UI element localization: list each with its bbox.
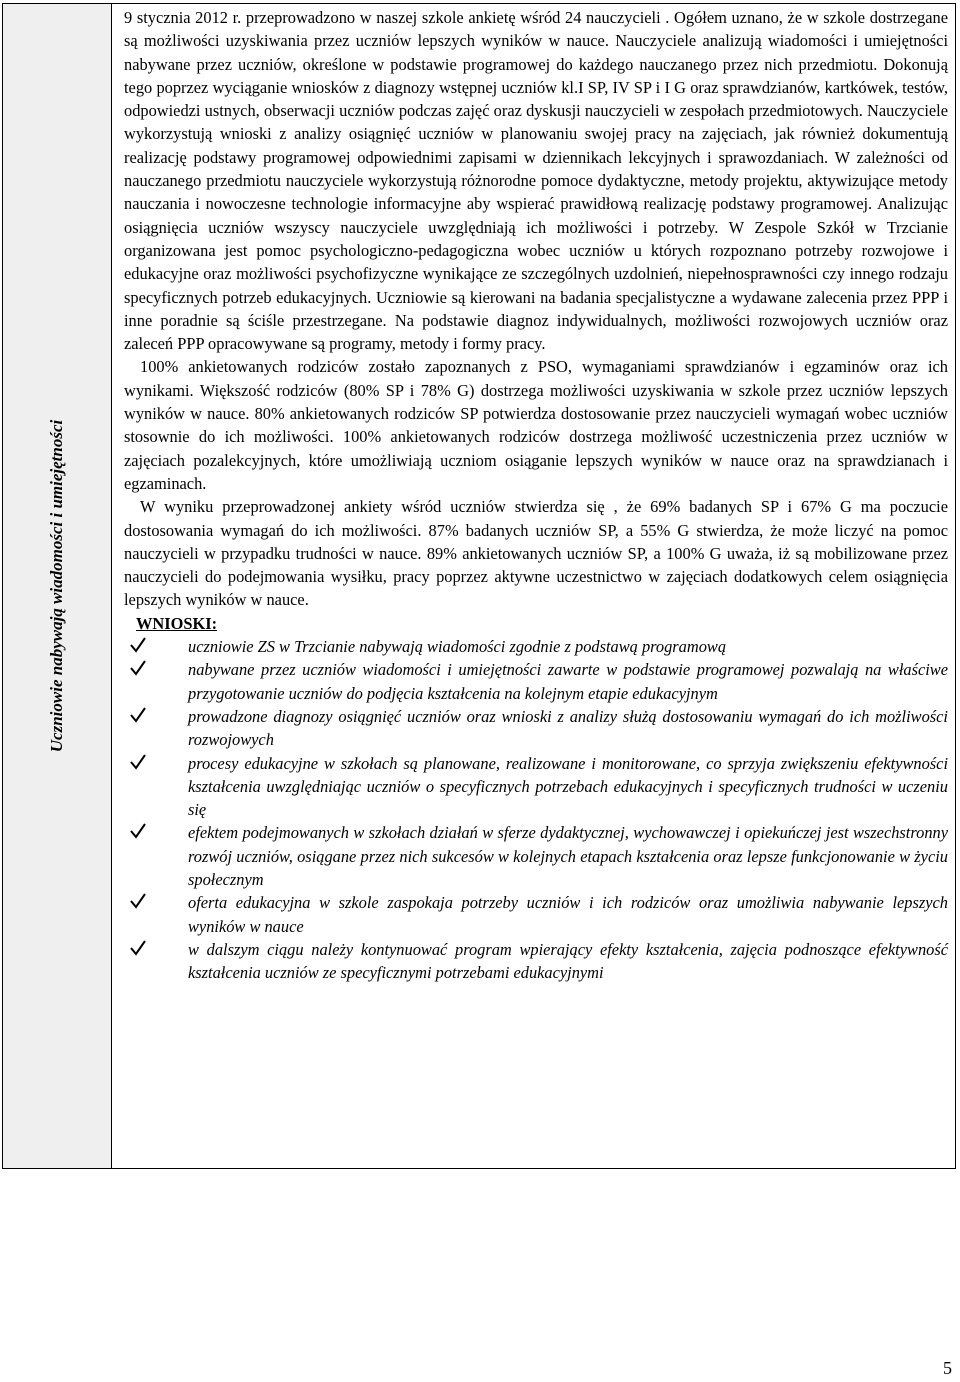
checkmark-icon bbox=[128, 705, 148, 725]
paragraph-students: W wyniku przeprowadzonej ankiety wśród uczniów stwierdza się , że 69% badanych SP i 67% G ma poczucie dostosowania wymagań do ich możliwości. 87% badanych uczniów SP, a 55% G stwierdza, że może liczyć na pomoc nauczycieli w przypadku trudności w nauce. 89% ankietowanych uczniów SP, a 100% G uważa, iż są mobilizowane przez nauczycieli do podejmowania wysiłku, pracy poprzez aktywne uczestnictwo w zajęciach dodatkowych celem osiągnięcia lepszych wyników w nauce. bbox=[124, 497, 948, 610]
conclusion-text: prowadzone diagnozy osiągnięć uczniów oraz wnioski z analizy służą dostosowaniu wymagań do ich możliwości rozwojowych bbox=[188, 706, 948, 750]
paragraph-teachers: 9 stycznia 2012 r. przeprowadzono w naszej szkole ankietę wśród 24 nauczycieli . Ogółem uznano, że w szkole dostrzegane są możliwości uzyskiwania przez uczniów lepszych wyników w nauce. Nauczyciele analizują wiadomości i umiejętności nabywane przez uczniów, określone w podstawie programowej do każdego nauczanego przez nich przedmiotu. Dokonują tego poprzez wyciąganie wniosków z diagnozy wstępnej uczniów kl.I SP, IV SP i I G oraz sprawdzianów, kartkówek, testów, odpowiedzi ustnych, obserwacji uczniów podczas zajęć oraz dyskusji nauczycieli w zespołach przedmiotowych. Nauczyciele wykorzystują wnioski z analizy osiągnięć uczniów w planowaniu swojej pracy na zajęciach, jak również dokumentują realizację podstawy programowej odpowiednimi zapisami w dziennikach lekcyjnych i sprawozdaniach. W zależności od nauczanego przedmiotu nauczyciele wykorzystują różnorodne pomoce dydaktyczne, metody projektu, aktywizujące metody nauczania i nowoczesne technologie informacyjne aby wspierać prawidłową realizację podstawy programowej. Analizując osiągnięcia uczniów wszyscy nauczyciele uwzględniają ich możliwości i potrzeby. W Zespole Szkół w Trzcianie organizowana jest pomoc psychologiczno-pedagogiczna wobec uczniów u których rozpoznano potrzeby rozwojowe i edukacyjne oraz możliwości psychofizyczne wynikające ze szczególnych uzdolnień, niepełnosprawności czy innego rodzaju specyficznych potrzeb edukacyjnych. Uczniowie są kierowani na badania specjalistyczne a wydawane zalecenia przez PPP i inne poradnie są ściśle przestrzegane. Na podstawie diagnoz indywidualnych, możliwości rozwojowych uczniów oraz zaleceń PPP opracowywane są programy, metody i formy pracy. bbox=[124, 8, 948, 354]
checkmark-icon bbox=[128, 938, 148, 958]
page-number: 5 bbox=[943, 1358, 952, 1378]
conclusion-text: oferta edukacyjna w szkole zaspokaja potrzeby uczniów i ich rodziców oraz umożliwia nabywanie lepszych wyników w nauce bbox=[188, 893, 948, 936]
conclusion-item bbox=[124, 635, 948, 658]
conclusion-text: efektem podejmowanych w szkołach działań w sferze dydaktycznej, wychowawczej i opiekuńczej jest wszechstronny rozwój uczniów, osiągane przez nich sukcesów w kolejnych etapach kształcenia oraz lepsze funkcjonowanie w życiu społecznym bbox=[188, 823, 948, 889]
sidebar-cell bbox=[3, 4, 112, 1168]
conclusion-item bbox=[124, 752, 948, 822]
document-frame bbox=[2, 3, 956, 1169]
conclusion-text: w dalszym ciągu należy kontynuować program wpierający efekty kształcenia, zajęcia podnoszące efektywność kształcenia uczniów ze specyficznymi potrzebami edukacyjnymi bbox=[188, 939, 948, 983]
content-cell bbox=[112, 4, 955, 1168]
conclusion-item bbox=[124, 821, 948, 891]
checkmark-icon bbox=[128, 658, 148, 678]
conclusion-item bbox=[124, 891, 948, 938]
conclusion-text: nabywane przez uczniów wiadomości i umiejętności zawarte w podstawie programowej pozwalają na właściwe przygotowanie uczniów do podjęcia kształcenia na kolejnym etapie edukacyjnym bbox=[188, 660, 948, 703]
conclusions-heading: WNIOSKI: bbox=[136, 613, 218, 633]
conclusions-list bbox=[124, 635, 948, 984]
conclusion-text: procesy edukacyjne w szkołach są planowane, realizowane i monitorowane, co sprzyja zwiększeniu efektywności kształcenia uwzględniając uczniów o specyficznych potrzebach edukacyjnych i specyficznych trudności w uczeniu się bbox=[188, 753, 948, 820]
checkmark-icon bbox=[128, 891, 148, 911]
conclusion-item bbox=[124, 658, 948, 705]
sidebar-label: Uczniowie nabywają wiadomości i umiejętności bbox=[47, 419, 66, 753]
conclusion-item bbox=[124, 938, 948, 985]
conclusion-item bbox=[124, 705, 948, 752]
checkmark-icon bbox=[128, 821, 148, 841]
paragraph-parents: 100% ankietowanych rodziców zostało zapoznanych z PSO, wymaganiami sprawdzianów i egzaminów oraz ich wynikami. Większość rodziców (80% SP i 78% G) dostrzega możliwości uzyskiwania w szkole przez uczniów lepszych wyników w nauce. 80% ankietowanych rodziców SP potwierdza dostosowanie przez nauczycieli wymagań wobec uczniów stosownie do ich możliwości. 100% ankietowanych rodziców dostrzega możliwość uczestniczenia przez uczniów w zajęciach pozalekcyjnych, które umożliwiają uczniom osiąganie lepszych wyników w nauce oraz na sprawdzianach i egzaminach. bbox=[124, 357, 948, 493]
checkmark-icon bbox=[128, 752, 148, 772]
checkmark-icon bbox=[128, 635, 148, 655]
conclusion-text: uczniowie ZS w Trzcianie nabywają wiadomości zgodnie z podstawą programową bbox=[188, 637, 727, 657]
